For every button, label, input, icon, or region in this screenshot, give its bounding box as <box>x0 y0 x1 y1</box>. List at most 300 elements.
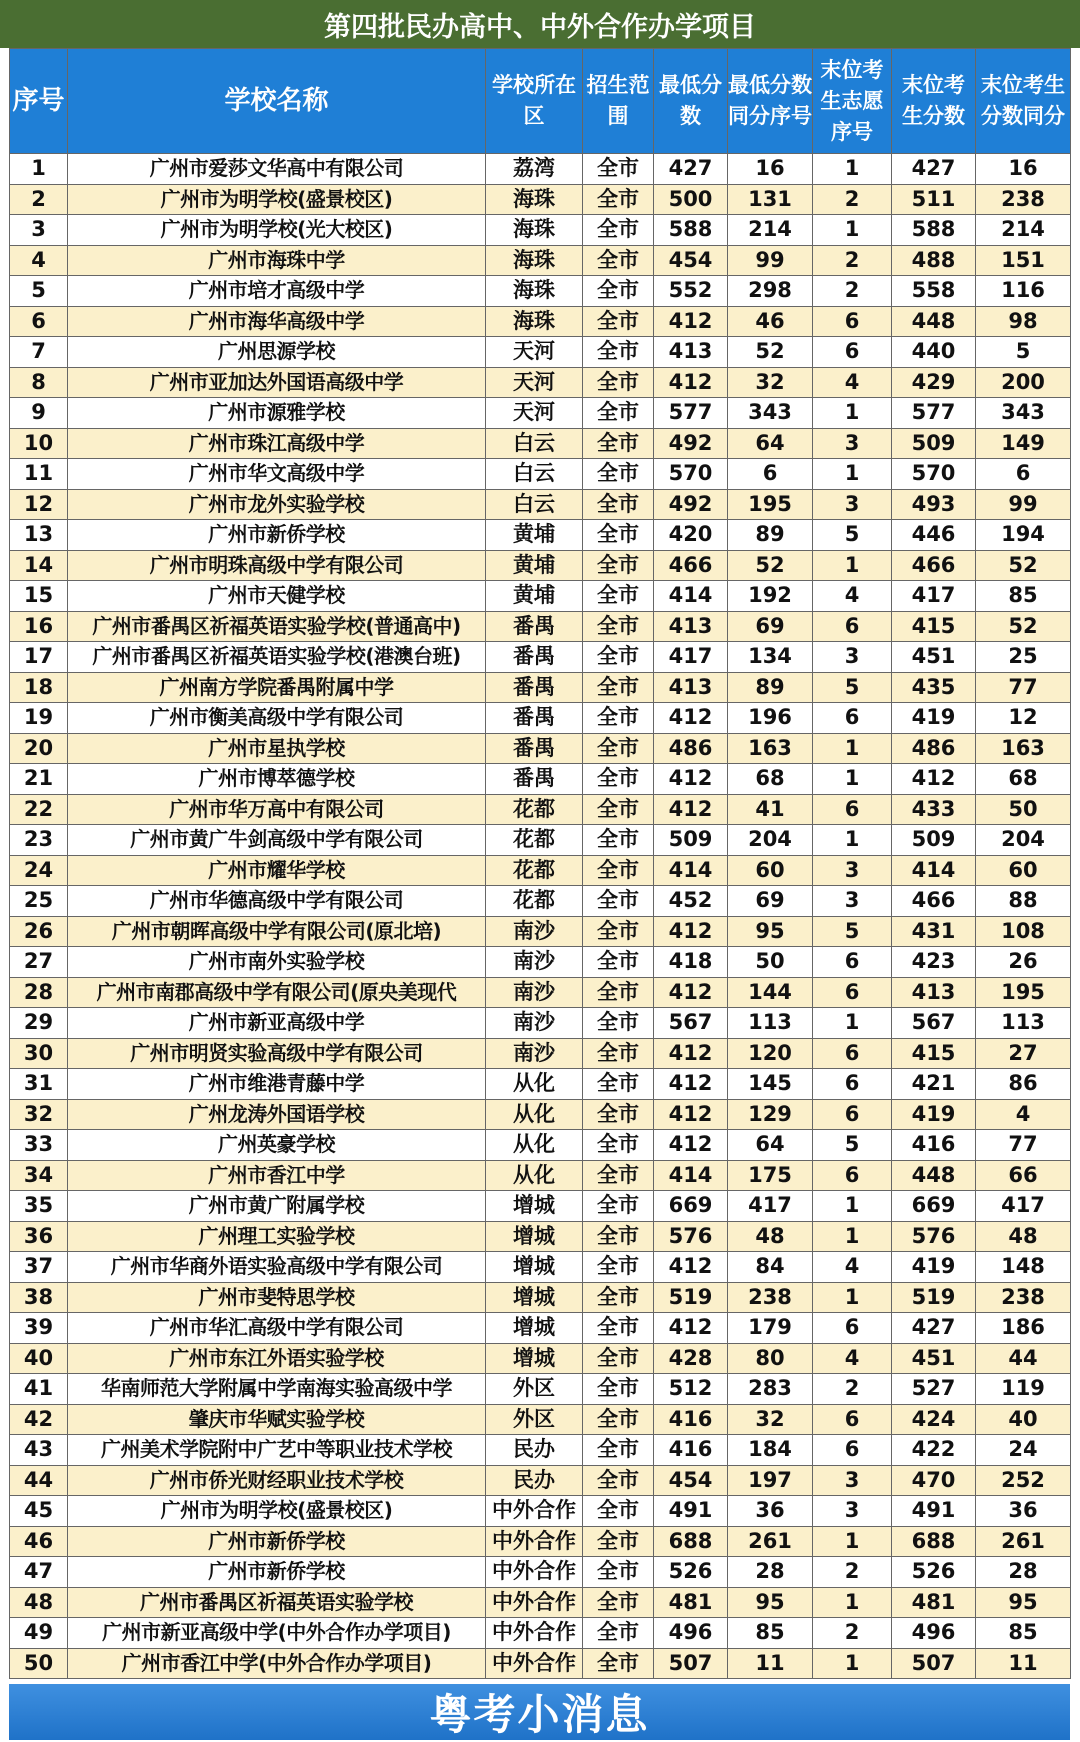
cell-min-score-tie-no: 129 <box>728 1099 813 1130</box>
cell-scope: 全市 <box>583 1130 654 1161</box>
cell-last-score-tie: 52 <box>976 550 1071 581</box>
cell-last-choice-no: 6 <box>813 1069 892 1100</box>
cell-last-score-tie: 48 <box>976 1221 1071 1252</box>
cell-scope: 全市 <box>583 611 654 642</box>
table-row <box>10 1313 1071 1344</box>
cell-last-score: 440 <box>892 337 976 368</box>
cell-scope: 全市 <box>583 367 654 398</box>
cell-min-score-tie-no: 144 <box>728 977 813 1008</box>
table-body <box>10 154 1071 1679</box>
cell-last-score-tie: 4 <box>976 1099 1071 1130</box>
cell-district: 黄埔 <box>486 520 583 551</box>
cell-last-score-tie: 40 <box>976 1404 1071 1435</box>
cell-last-score: 435 <box>892 672 976 703</box>
cell-last-score-tie: 12 <box>976 703 1071 734</box>
cell-scope: 全市 <box>583 1221 654 1252</box>
cell-min-score-tie-no: 184 <box>728 1435 813 1466</box>
cell-scope: 全市 <box>583 1435 654 1466</box>
cell-last-score-tie: 16 <box>976 154 1071 185</box>
cell-school-name: 华南师范大学附属中学南海实验高级中学 <box>68 1374 486 1405</box>
cell-district: 南沙 <box>486 947 583 978</box>
cell-min-score: 454 <box>654 245 728 276</box>
cell-min-score: 413 <box>654 672 728 703</box>
cell-min-score-tie-no: 113 <box>728 1008 813 1039</box>
page-title: 第四批民办高中、中外合作办学项目 <box>0 0 1080 48</box>
cell-last-score: 451 <box>892 642 976 673</box>
cell-last-score-tie: 113 <box>976 1008 1071 1039</box>
cell-last-choice-no: 1 <box>813 1008 892 1039</box>
cell-scope: 全市 <box>583 337 654 368</box>
cell-last-choice-no: 1 <box>813 764 892 795</box>
table-row <box>10 611 1071 642</box>
cell-last-choice-no: 1 <box>813 1648 892 1679</box>
cell-scope: 全市 <box>583 1282 654 1313</box>
cell-last-choice-no: 1 <box>813 733 892 764</box>
cell-scope: 全市 <box>583 1465 654 1496</box>
cell-district: 海珠 <box>486 245 583 276</box>
cell-school-name: 广州市为明学校(盛景校区) <box>68 184 486 215</box>
cell-district: 从化 <box>486 1160 583 1191</box>
cell-school-name: 广州市新侨学校 <box>68 520 486 551</box>
cell-school-name: 广州市番禺区祈福英语实验学校(普通高中) <box>68 611 486 642</box>
cell-min-score-tie-no: 52 <box>728 337 813 368</box>
cell-min-score: 509 <box>654 825 728 856</box>
cell-index: 13 <box>10 520 68 551</box>
cell-min-score-tie-no: 238 <box>728 1282 813 1313</box>
cell-last-score: 570 <box>892 459 976 490</box>
table-row <box>10 1221 1071 1252</box>
cell-last-choice-no: 4 <box>813 1343 892 1374</box>
cell-last-choice-no: 6 <box>813 703 892 734</box>
cell-last-choice-no: 1 <box>813 398 892 429</box>
cell-school-name: 广州市珠江高级中学 <box>68 428 486 459</box>
cell-last-score: 414 <box>892 855 976 886</box>
table-row <box>10 520 1071 551</box>
cell-min-score: 412 <box>654 916 728 947</box>
table-row <box>10 1252 1071 1283</box>
cell-index: 41 <box>10 1374 68 1405</box>
cell-last-score: 526 <box>892 1557 976 1588</box>
cell-school-name: 广州市维港青藤中学 <box>68 1069 486 1100</box>
cell-last-score-tie: 163 <box>976 733 1071 764</box>
cell-scope: 全市 <box>583 154 654 185</box>
cell-scope: 全市 <box>583 1099 654 1130</box>
table-row <box>10 947 1071 978</box>
cell-scope: 全市 <box>583 1587 654 1618</box>
cell-last-choice-no: 5 <box>813 916 892 947</box>
cell-last-score-tie: 27 <box>976 1038 1071 1069</box>
cell-last-choice-no: 6 <box>813 1160 892 1191</box>
table-row <box>10 1557 1071 1588</box>
cell-district: 中外合作 <box>486 1496 583 1527</box>
cell-district: 南沙 <box>486 977 583 1008</box>
cell-school-name: 广州市龙外实验学校 <box>68 489 486 520</box>
cell-district: 外区 <box>486 1404 583 1435</box>
cell-district: 海珠 <box>486 276 583 307</box>
cell-district: 白云 <box>486 428 583 459</box>
cell-district: 天河 <box>486 398 583 429</box>
cell-min-score: 412 <box>654 1313 728 1344</box>
cell-index: 1 <box>10 154 68 185</box>
cell-last-score-tie: 77 <box>976 672 1071 703</box>
cell-last-score-tie: 214 <box>976 215 1071 246</box>
cell-district: 荔湾 <box>486 154 583 185</box>
cell-min-score: 496 <box>654 1618 728 1649</box>
cell-last-score-tie: 119 <box>976 1374 1071 1405</box>
cell-min-score: 492 <box>654 428 728 459</box>
cell-index: 40 <box>10 1343 68 1374</box>
cell-last-choice-no: 3 <box>813 1496 892 1527</box>
cell-index: 49 <box>10 1618 68 1649</box>
cell-min-score: 412 <box>654 764 728 795</box>
cell-last-score-tie: 26 <box>976 947 1071 978</box>
cell-last-choice-no: 1 <box>813 215 892 246</box>
cell-min-score: 418 <box>654 947 728 978</box>
cell-scope: 全市 <box>583 672 654 703</box>
cell-last-choice-no: 1 <box>813 1191 892 1222</box>
cell-last-choice-no: 6 <box>813 1404 892 1435</box>
cell-index: 4 <box>10 245 68 276</box>
cell-district: 民办 <box>486 1435 583 1466</box>
cell-scope: 全市 <box>583 1374 654 1405</box>
cell-scope: 全市 <box>583 1343 654 1374</box>
cell-last-score: 422 <box>892 1435 976 1466</box>
cell-last-choice-no: 1 <box>813 550 892 581</box>
cell-min-score: 417 <box>654 642 728 673</box>
cell-min-score-tie-no: 95 <box>728 916 813 947</box>
cell-last-score-tie: 5 <box>976 337 1071 368</box>
cell-min-score-tie-no: 69 <box>728 611 813 642</box>
cell-last-score-tie: 99 <box>976 489 1071 520</box>
cell-last-score: 491 <box>892 1496 976 1527</box>
cell-min-score: 486 <box>654 733 728 764</box>
header-index: 序号 <box>10 49 68 154</box>
cell-min-score-tie-no: 214 <box>728 215 813 246</box>
cell-district: 黄埔 <box>486 550 583 581</box>
cell-last-score-tie: 95 <box>976 1587 1071 1618</box>
table-row <box>10 855 1071 886</box>
table-row <box>10 1648 1071 1679</box>
cell-min-score: 416 <box>654 1435 728 1466</box>
cell-last-choice-no: 5 <box>813 1130 892 1161</box>
cell-index: 9 <box>10 398 68 429</box>
cell-last-choice-no: 2 <box>813 1618 892 1649</box>
table-row <box>10 398 1071 429</box>
cell-school-name: 广州思源学校 <box>68 337 486 368</box>
table-row <box>10 1160 1071 1191</box>
cell-last-score-tie: 50 <box>976 794 1071 825</box>
cell-index: 45 <box>10 1496 68 1527</box>
cell-district: 南沙 <box>486 916 583 947</box>
table-row <box>10 245 1071 276</box>
cell-school-name: 广州市明贤实验高级中学有限公司 <box>68 1038 486 1069</box>
cell-min-score: 576 <box>654 1221 728 1252</box>
cell-index: 16 <box>10 611 68 642</box>
table-row <box>10 1374 1071 1405</box>
cell-district: 花都 <box>486 886 583 917</box>
cell-scope: 全市 <box>583 916 654 947</box>
admission-table <box>9 48 1071 1679</box>
cell-school-name: 广州市黄广牛剑高级中学有限公司 <box>68 825 486 856</box>
cell-district: 从化 <box>486 1069 583 1100</box>
table-row <box>10 764 1071 795</box>
cell-district: 民办 <box>486 1465 583 1496</box>
cell-min-score: 669 <box>654 1191 728 1222</box>
table-row <box>10 703 1071 734</box>
cell-last-choice-no: 6 <box>813 1313 892 1344</box>
cell-min-score: 552 <box>654 276 728 307</box>
cell-scope: 全市 <box>583 550 654 581</box>
cell-min-score: 420 <box>654 520 728 551</box>
header-scope: 招生范围 <box>583 49 654 154</box>
cell-school-name: 广州市耀华学校 <box>68 855 486 886</box>
cell-district: 中外合作 <box>486 1648 583 1679</box>
cell-last-score: 486 <box>892 733 976 764</box>
cell-last-choice-no: 2 <box>813 1557 892 1588</box>
cell-index: 10 <box>10 428 68 459</box>
cell-min-score: 428 <box>654 1343 728 1374</box>
cell-index: 29 <box>10 1008 68 1039</box>
cell-min-score: 466 <box>654 550 728 581</box>
cell-min-score-tie-no: 89 <box>728 520 813 551</box>
cell-district: 海珠 <box>486 306 583 337</box>
cell-last-choice-no: 3 <box>813 489 892 520</box>
cell-scope: 全市 <box>583 733 654 764</box>
cell-last-score: 448 <box>892 306 976 337</box>
cell-last-score-tie: 186 <box>976 1313 1071 1344</box>
cell-school-name: 广州市新侨学校 <box>68 1526 486 1557</box>
table-row <box>10 581 1071 612</box>
cell-scope: 全市 <box>583 1069 654 1100</box>
table-row <box>10 337 1071 368</box>
cell-index: 31 <box>10 1069 68 1100</box>
cell-last-choice-no: 4 <box>813 1252 892 1283</box>
cell-last-score: 481 <box>892 1587 976 1618</box>
cell-last-choice-no: 3 <box>813 886 892 917</box>
cell-scope: 全市 <box>583 398 654 429</box>
cell-scope: 全市 <box>583 1313 654 1344</box>
table-row <box>10 459 1071 490</box>
cell-index: 14 <box>10 550 68 581</box>
cell-last-score: 527 <box>892 1374 976 1405</box>
cell-min-score: 519 <box>654 1282 728 1313</box>
cell-last-score-tie: 60 <box>976 855 1071 886</box>
cell-last-score-tie: 66 <box>976 1160 1071 1191</box>
cell-min-score-tie-no: 99 <box>728 245 813 276</box>
cell-last-score-tie: 238 <box>976 1282 1071 1313</box>
cell-min-score: 491 <box>654 1496 728 1527</box>
cell-school-name: 广州市香江中学 <box>68 1160 486 1191</box>
cell-last-score: 427 <box>892 154 976 185</box>
cell-last-choice-no: 1 <box>813 1221 892 1252</box>
cell-school-name: 广州市海华高级中学 <box>68 306 486 337</box>
cell-last-score-tie: 44 <box>976 1343 1071 1374</box>
table-row <box>10 1038 1071 1069</box>
cell-last-score-tie: 36 <box>976 1496 1071 1527</box>
cell-min-score: 481 <box>654 1587 728 1618</box>
cell-school-name: 广州市天健学校 <box>68 581 486 612</box>
cell-index: 35 <box>10 1191 68 1222</box>
cell-last-score: 567 <box>892 1008 976 1039</box>
cell-district: 增城 <box>486 1191 583 1222</box>
cell-last-score: 558 <box>892 276 976 307</box>
cell-min-score-tie-no: 175 <box>728 1160 813 1191</box>
cell-last-choice-no: 5 <box>813 672 892 703</box>
cell-min-score: 512 <box>654 1374 728 1405</box>
cell-last-choice-no: 6 <box>813 611 892 642</box>
cell-index: 36 <box>10 1221 68 1252</box>
cell-last-score: 424 <box>892 1404 976 1435</box>
cell-index: 20 <box>10 733 68 764</box>
cell-index: 34 <box>10 1160 68 1191</box>
cell-scope: 全市 <box>583 1008 654 1039</box>
cell-school-name: 广州市南外实验学校 <box>68 947 486 978</box>
cell-district: 黄埔 <box>486 581 583 612</box>
cell-school-name: 广州市番禺区祈福英语实验学校 <box>68 1587 486 1618</box>
table-row <box>10 916 1071 947</box>
cell-last-choice-no: 3 <box>813 1465 892 1496</box>
table-row <box>10 1191 1071 1222</box>
cell-last-choice-no: 1 <box>813 1282 892 1313</box>
cell-index: 24 <box>10 855 68 886</box>
cell-last-score-tie: 151 <box>976 245 1071 276</box>
cell-last-choice-no: 6 <box>813 306 892 337</box>
cell-district: 增城 <box>486 1252 583 1283</box>
table-row <box>10 794 1071 825</box>
table-row <box>10 154 1071 185</box>
cell-min-score: 688 <box>654 1526 728 1557</box>
cell-school-name: 广州市新侨学校 <box>68 1557 486 1588</box>
cell-district: 南沙 <box>486 1008 583 1039</box>
cell-min-score-tie-no: 50 <box>728 947 813 978</box>
cell-school-name: 广州市华万高中有限公司 <box>68 794 486 825</box>
cell-index: 38 <box>10 1282 68 1313</box>
header-last-score-tie: 末位考生分数同分 <box>976 49 1071 154</box>
cell-last-score-tie: 200 <box>976 367 1071 398</box>
footer-watermark: 粤考小消息 <box>9 1684 1070 1740</box>
cell-scope: 全市 <box>583 428 654 459</box>
cell-min-score: 412 <box>654 703 728 734</box>
cell-min-score: 412 <box>654 977 728 1008</box>
header-last-score: 末位考生分数 <box>892 49 976 154</box>
cell-min-score-tie-no: 131 <box>728 184 813 215</box>
cell-last-score: 519 <box>892 1282 976 1313</box>
cell-last-score-tie: 77 <box>976 1130 1071 1161</box>
cell-scope: 全市 <box>583 520 654 551</box>
header-min-score: 最低分数 <box>654 49 728 154</box>
cell-last-choice-no: 3 <box>813 855 892 886</box>
cell-scope: 全市 <box>583 703 654 734</box>
cell-district: 海珠 <box>486 215 583 246</box>
cell-index: 6 <box>10 306 68 337</box>
cell-index: 28 <box>10 977 68 1008</box>
cell-last-choice-no: 3 <box>813 642 892 673</box>
cell-index: 50 <box>10 1648 68 1679</box>
table-row <box>10 825 1071 856</box>
cell-scope: 全市 <box>583 794 654 825</box>
cell-district: 番禺 <box>486 642 583 673</box>
cell-school-name: 广州市爱莎文华高中有限公司 <box>68 154 486 185</box>
cell-school-name: 广州市海珠中学 <box>68 245 486 276</box>
cell-last-score: 496 <box>892 1618 976 1649</box>
cell-min-score: 500 <box>654 184 728 215</box>
table-row <box>10 733 1071 764</box>
cell-district: 番禺 <box>486 733 583 764</box>
cell-scope: 全市 <box>583 977 654 1008</box>
cell-last-score-tie: 24 <box>976 1435 1071 1466</box>
cell-last-choice-no: 1 <box>813 1526 892 1557</box>
cell-school-name: 广州市南郡高级中学有限公司(原央美现代 <box>68 977 486 1008</box>
cell-last-score-tie: 252 <box>976 1465 1071 1496</box>
cell-school-name: 广州市为明学校(光大校区) <box>68 215 486 246</box>
cell-last-score-tie: 88 <box>976 886 1071 917</box>
cell-index: 12 <box>10 489 68 520</box>
cell-index: 37 <box>10 1252 68 1283</box>
cell-district: 中外合作 <box>486 1618 583 1649</box>
cell-last-score-tie: 98 <box>976 306 1071 337</box>
cell-last-choice-no: 4 <box>813 581 892 612</box>
cell-last-score: 419 <box>892 1099 976 1130</box>
cell-scope: 全市 <box>583 947 654 978</box>
cell-district: 花都 <box>486 855 583 886</box>
cell-school-name: 广州美术学院附中广艺中等职业技术学校 <box>68 1435 486 1466</box>
cell-min-score-tie-no: 11 <box>728 1648 813 1679</box>
cell-school-name: 广州市博萃德学校 <box>68 764 486 795</box>
cell-scope: 全市 <box>583 886 654 917</box>
cell-min-score: 570 <box>654 459 728 490</box>
cell-last-score: 419 <box>892 1252 976 1283</box>
cell-district: 番禺 <box>486 764 583 795</box>
cell-min-score: 412 <box>654 1252 728 1283</box>
table-row <box>10 489 1071 520</box>
cell-scope: 全市 <box>583 1557 654 1588</box>
cell-min-score-tie-no: 46 <box>728 306 813 337</box>
cell-school-name: 广州理工实验学校 <box>68 1221 486 1252</box>
cell-last-choice-no: 6 <box>813 977 892 1008</box>
cell-last-choice-no: 1 <box>813 459 892 490</box>
cell-min-score-tie-no: 145 <box>728 1069 813 1100</box>
cell-last-score-tie: 52 <box>976 611 1071 642</box>
cell-min-score: 452 <box>654 886 728 917</box>
cell-last-score-tie: 148 <box>976 1252 1071 1283</box>
cell-scope: 全市 <box>583 245 654 276</box>
cell-min-score-tie-no: 89 <box>728 672 813 703</box>
cell-index: 2 <box>10 184 68 215</box>
table-row <box>10 428 1071 459</box>
table-row <box>10 1618 1071 1649</box>
cell-min-score-tie-no: 95 <box>728 1587 813 1618</box>
cell-min-score: 492 <box>654 489 728 520</box>
cell-last-choice-no: 6 <box>813 1435 892 1466</box>
cell-scope: 全市 <box>583 1252 654 1283</box>
cell-min-score-tie-no: 69 <box>728 886 813 917</box>
cell-school-name: 广州英豪学校 <box>68 1130 486 1161</box>
cell-school-name: 广州市华汇高级中学有限公司 <box>68 1313 486 1344</box>
cell-scope: 全市 <box>583 184 654 215</box>
cell-last-score: 466 <box>892 550 976 581</box>
cell-last-score: 415 <box>892 611 976 642</box>
cell-last-score-tie: 195 <box>976 977 1071 1008</box>
cell-scope: 全市 <box>583 1496 654 1527</box>
cell-last-score-tie: 68 <box>976 764 1071 795</box>
cell-last-score-tie: 6 <box>976 459 1071 490</box>
cell-district: 花都 <box>486 794 583 825</box>
cell-school-name: 广州市新亚高级中学 <box>68 1008 486 1039</box>
cell-district: 南沙 <box>486 1038 583 1069</box>
cell-last-choice-no: 3 <box>813 428 892 459</box>
cell-index: 26 <box>10 916 68 947</box>
cell-index: 8 <box>10 367 68 398</box>
